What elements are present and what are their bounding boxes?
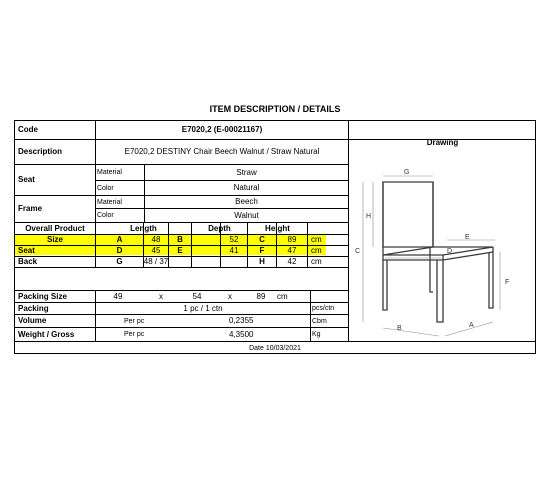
volume-per: Per pc <box>124 317 145 325</box>
dim-b-letter: B <box>177 235 183 244</box>
drawing-letter-g: G <box>404 169 410 176</box>
dim-h-value: 42 <box>287 257 297 266</box>
volume-label: Volume <box>18 316 47 325</box>
seat-dims-unit: cm <box>311 246 322 255</box>
drawing-letter-f: F <box>505 279 510 286</box>
packing-size-x1: x <box>159 291 163 301</box>
dim-d-letter: D <box>116 246 123 255</box>
code-label: Code <box>18 124 38 134</box>
weight-unit: Kg <box>312 331 321 338</box>
frame-material-label: Material <box>97 198 122 206</box>
seat-color-label: Color <box>97 184 114 192</box>
packing-size-x2: x <box>228 291 232 301</box>
weight-value: 4,3500 <box>229 329 254 339</box>
seat-material-value: Straw <box>236 167 257 177</box>
dim-b-value: 52 <box>229 235 239 244</box>
packing-size-v2: 54 <box>192 291 202 301</box>
volume-value: 0,2355 <box>229 316 254 325</box>
drawing-label: Drawing <box>426 138 459 147</box>
dim-h-letter: H <box>259 257 265 266</box>
date-label: Date 10/03/2021 <box>249 344 301 352</box>
drawing-letter-a: A <box>469 322 474 329</box>
packing-value: 1 pc / 1 ctn <box>183 303 223 313</box>
chair-outline <box>383 182 493 322</box>
dim-f-letter: F <box>259 246 265 255</box>
dim-a-value: 48 <box>151 235 161 244</box>
frame-color-label: Color <box>97 212 114 219</box>
dim-g-value: 48 / 37 <box>143 257 169 266</box>
seat-dims-label: Seat <box>18 246 35 255</box>
dim-f-value: 47 <box>287 246 297 255</box>
dim-a-letter: A <box>116 235 123 244</box>
packing-size-v3: 89 <box>256 291 266 301</box>
drawing-letter-c: C <box>355 248 361 255</box>
packing-size-unit: cm <box>277 291 288 301</box>
packing-unit: pcs/ctn <box>312 305 335 312</box>
packing-size-v1: 49 <box>113 291 123 301</box>
dim-e-value: 41 <box>229 246 239 255</box>
drawing-letter-e: E <box>465 234 470 241</box>
volume-unit: Cbm <box>312 317 327 325</box>
length-header: Length <box>130 223 157 233</box>
packing-label: Packing <box>18 303 49 313</box>
description-label: Description <box>18 147 63 156</box>
dim-e-letter: E <box>177 246 183 255</box>
frame-color-value: Walnut <box>234 210 259 220</box>
frame-label: Frame <box>18 204 43 213</box>
height-header: Height <box>265 223 290 233</box>
dim-d-value: 45 <box>151 246 161 255</box>
overall-size-label-2: Size <box>46 235 63 244</box>
dim-c-value: 89 <box>287 235 297 244</box>
weight-per: Per pc <box>124 331 145 338</box>
weight-label: Weight / Gross <box>18 329 75 339</box>
packing-size-label: Packing Size <box>18 291 67 301</box>
back-dims-label: Back <box>18 257 38 266</box>
code-value: E7020,2 (E-00021167) <box>181 124 263 134</box>
dim-c-letter: C <box>259 235 265 244</box>
back-dims-unit: cm <box>311 257 322 266</box>
depth-header: Depth <box>208 223 231 233</box>
drawing-letter-d: D <box>447 248 453 255</box>
drawing-letter-h: H <box>366 213 372 220</box>
seat-material-label: Material <box>97 169 122 176</box>
dim-g-letter: G <box>116 257 123 266</box>
sheet-title: ITEM DESCRIPTION / DETAILS <box>209 104 341 114</box>
drawing-letter-b: B <box>397 325 402 332</box>
description-value: E7020,2 DESTINY Chair Beech Walnut / Straw Natural <box>124 147 320 156</box>
seat-color-value: Natural <box>233 183 260 192</box>
frame-material-value: Beech <box>235 197 258 206</box>
overall-unit: cm <box>311 235 322 244</box>
chair-drawing <box>355 160 525 340</box>
seat-label: Seat <box>18 175 35 184</box>
overall-size-label-1: Overall Product <box>25 223 85 233</box>
